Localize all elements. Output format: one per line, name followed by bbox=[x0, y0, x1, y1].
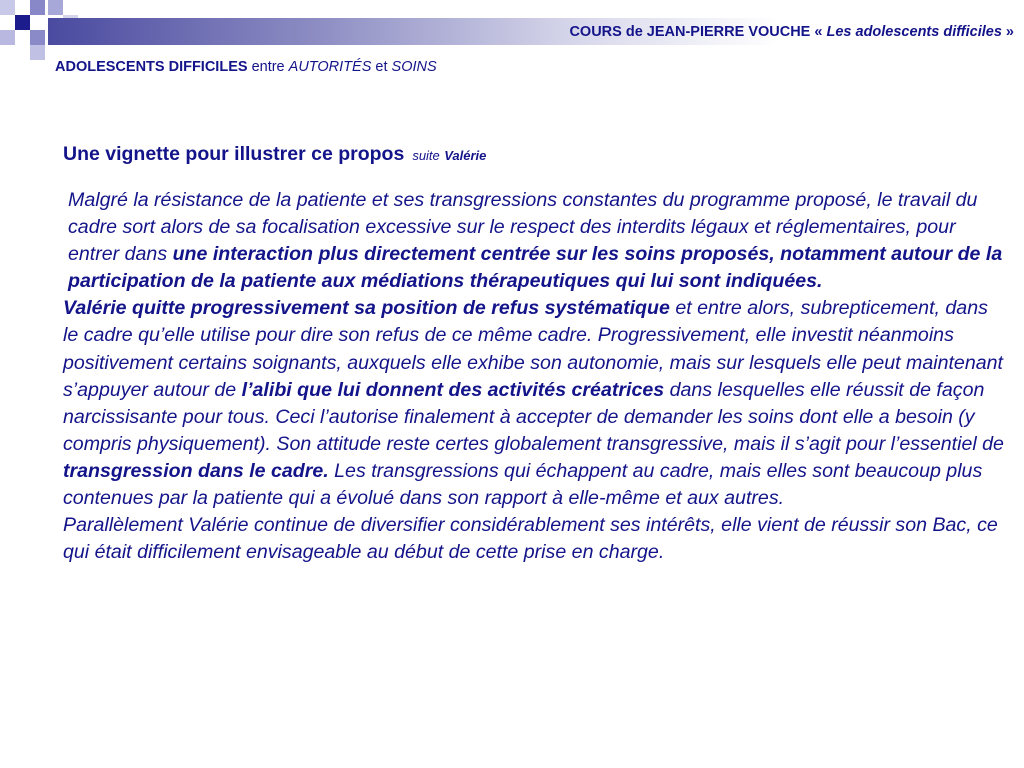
deco-square-mid bbox=[30, 30, 45, 45]
p1-text: Malgré la résistance de la patiente et ses transgressions constantes du programme proposé, le travail du cadre sort alors de sa focalisation excessive sur le respect des interdits légaux et réglementaires, pour entrer dans bbox=[68, 189, 978, 266]
header-prefix: COURS de JEAN-PIERRE VOUCHE « bbox=[569, 24, 827, 40]
slide-body bbox=[63, 187, 1008, 566]
p1-emphasis: une interaction plus directement centrée sur les soins proposés, notamment autour de la participation de la patiente aux médiations thérapeutiques qui lui sont indiquées. bbox=[68, 243, 1003, 293]
subtitle-part2: entre bbox=[247, 59, 289, 75]
p2-emphasis-1: Valérie quitte progressivement sa position de refus systématique bbox=[63, 297, 670, 320]
p2-text-3: Les transgressions qui échappent au cadre, mais elles sont beaucoup plus contenues par la patiente qui a évolué dans son rapport à elle-même et aux autres. bbox=[63, 459, 983, 510]
deco-square-light bbox=[0, 30, 15, 45]
p2-emphasis-3: transgression dans le cadre. bbox=[63, 459, 329, 482]
subtitle-part3: AUTORITÉS bbox=[288, 59, 372, 75]
vignette-heading bbox=[63, 143, 486, 166]
header-course-title: Les adolescents difficiles bbox=[826, 24, 1002, 40]
deco-square-mid bbox=[48, 0, 63, 15]
paragraph-1 bbox=[63, 187, 1008, 295]
subtitle-part1: ADOLESCENTS DIFFICILES bbox=[55, 59, 248, 75]
vignette-title: Une vignette pour illustrer ce propos bbox=[63, 143, 405, 165]
p3-text: Parallèlement Valérie continue de diversifier considérablement ses intérêts, elle vient de réussir son Bac, ce qui était difficilement envisageable au début de cette prise en charge. bbox=[63, 514, 998, 564]
vignette-name: Valérie bbox=[444, 148, 487, 163]
deco-square-mid bbox=[30, 0, 45, 15]
p2-text-1: et entre alors, subrepticement, dans le cadre qu’elle utilise pour dire son refus de ce même cadre. Progressivement, elle investit néanmoins positivement certains soignants, auxquels elle exhibe son autonomie, mais sur lesquels elle peut maintenant s’appuyer autour de bbox=[63, 297, 1003, 401]
paragraph-2 bbox=[63, 295, 1008, 512]
header-suffix: » bbox=[1001, 24, 1014, 40]
vignette-suite: suite bbox=[412, 148, 440, 163]
subtitle-part4: et bbox=[371, 59, 392, 75]
deco-square-light bbox=[30, 45, 45, 60]
deco-square-light bbox=[0, 0, 15, 15]
p2-text-2: dans lesquelles elle réussit de façon narcissisante pour tous. Ceci l’autorise finalement à accepter de demander les soins dont elle a besoin (y compris physiquement). Son attitude reste certes globalement transgressive, mais il s’agit pour l’essentiel de bbox=[63, 378, 1004, 455]
paragraph-3 bbox=[63, 512, 1008, 566]
course-header bbox=[569, 24, 1014, 40]
p2-emphasis-2: l’alibi que lui donnent des activités créatrices bbox=[241, 378, 665, 401]
slide-subtitle bbox=[55, 59, 437, 75]
subtitle-part5: SOINS bbox=[391, 59, 437, 75]
deco-square-dark bbox=[15, 15, 30, 30]
